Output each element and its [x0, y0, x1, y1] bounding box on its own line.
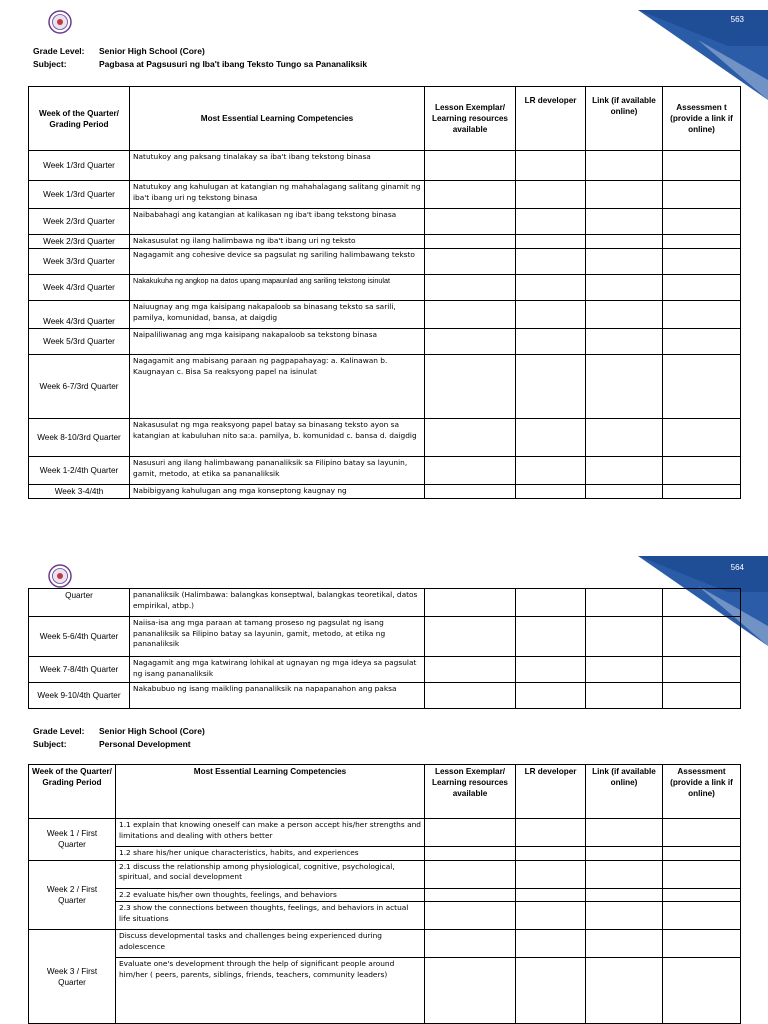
page-number: 564 [730, 563, 744, 572]
competency-table-personal-development [28, 764, 741, 1024]
table-row [29, 181, 741, 209]
week-cell: Week 1 / First Quarter [29, 819, 116, 861]
competency-cell: 1.2 share his/her unique characteristics, habits, and experiences [116, 847, 425, 861]
competency-cell: Nakabubuo ng isang maikling pananaliksik na napapanahon ang paksa [130, 683, 425, 709]
table-row [29, 485, 741, 499]
competency-cell: Natutukoy ang paksang tinalakay sa iba't ibang tekstong binasa [130, 151, 425, 181]
table-row [29, 888, 741, 902]
week-cell: Week 3-4/4th [29, 485, 130, 499]
table-row [29, 457, 741, 485]
header-lr-developer: LR developer [516, 765, 586, 819]
header-competencies: Most Essential Learning Competencies [130, 87, 425, 151]
table-row [29, 235, 741, 249]
header-lesson-exemplar: Lesson Exemplar/ Learning resources available [425, 87, 516, 151]
competency-cell: Natutukoy ang kahulugan at katangian ng mahahalagang salitang ginamit ng iba't ibang uri ng tekstong binasa [130, 181, 425, 209]
table-row [29, 860, 741, 888]
header-assessment: Assessment (provide a link if online) [663, 765, 741, 819]
week-cell: Week 7-8/4th Quarter [29, 657, 130, 683]
deped-seal-icon [48, 564, 72, 588]
week-cell: Week 2/3rd Quarter [29, 235, 130, 249]
week-cell: Week 1/3rd Quarter [29, 181, 130, 209]
header-lesson-exemplar: Lesson Exemplar/ Learning resources available [425, 765, 516, 819]
week-cell: Week 4/3rd Quarter [29, 275, 130, 301]
table-header-row [29, 765, 741, 819]
table-row [29, 958, 741, 1024]
table-row [29, 249, 741, 275]
header-assessment: Assessmen t (provide a link if online) [663, 87, 741, 151]
header-link: Link (if available online) [586, 765, 663, 819]
table-row [29, 683, 741, 709]
week-cell: Week 5/3rd Quarter [29, 329, 130, 355]
week-cell: Week 8-10/3rd Quarter [29, 419, 130, 457]
competency-cell: Naibabahagi ang katangian at kalikasan ng iba't ibang tekstong binasa [130, 209, 425, 235]
subject-line: Subject: Personal Development [33, 739, 191, 749]
competency-cell: 1.1 explain that knowing oneself can make a person accept his/her strengths and limitations and dealing with others better [116, 819, 425, 847]
competency-cell: Discuss developmental tasks and challenges being experienced during adolescence [116, 930, 425, 958]
grade-level-line: Grade Level: Senior High School (Core) [33, 46, 205, 56]
competency-cell: Nakasusulat ng mga reaksyong papel batay sa binasang teksto ayon sa katangian at kabuluhan nito sa:a. pamilya, b. komunidad c. bansa d. daigdig [130, 419, 425, 457]
table-row [29, 301, 741, 329]
table-row [29, 617, 741, 657]
week-cell: Week 5-6/4th Quarter [29, 617, 130, 657]
competency-cell: 2.1 discuss the relationship among physiological, cognitive, psychological, spiritual, and social development [116, 860, 425, 888]
page-separator [0, 512, 768, 554]
table-header-row [29, 87, 741, 151]
competency-cell: Nakakukuha ng angkop na datos upang mapaunlad ang sariling tekstong isinulat [130, 275, 425, 301]
table-row [29, 902, 741, 930]
header-week: Week of the Quarter/ Grading Period [29, 87, 130, 151]
competency-cell: Nabibigyang kahulugan ang mga konseptong kaugnay ng [130, 485, 425, 499]
week-cell: Week 3 / First Quarter [29, 930, 116, 1024]
document-page-564 [0, 554, 768, 1024]
table-row [29, 847, 741, 861]
table-row [29, 819, 741, 847]
week-cell: Quarter [29, 589, 130, 617]
table-row [29, 657, 741, 683]
page-number: 563 [730, 15, 744, 24]
week-cell: Week 4/3rd Quarter [29, 301, 130, 329]
competency-cell: Naipaliliwanag ang mga kaisipang nakapaloob sa tekstong binasa [130, 329, 425, 355]
table-row [29, 419, 741, 457]
header-week: Week of the Quarter/ Grading Period [29, 765, 116, 819]
subject-line: Subject: Pagbasa at Pagsusuri ng Iba't ibang Teksto Tungo sa Pananaliksik [33, 59, 368, 69]
week-cell: Week 6-7/3rd Quarter [29, 355, 130, 419]
header-competencies: Most Essential Learning Competencies [116, 765, 425, 819]
competency-cell: Nagagamit ang cohesive device sa pagsulat ng sariling halimbawang teksto [130, 249, 425, 275]
competency-cell: Naiuugnay ang mga kaisipang nakapaloob sa binasang teksto sa sarili, pamilya, komunidad, bansa, at daigdig [130, 301, 425, 329]
week-cell: Week 1-2/4th Quarter [29, 457, 130, 485]
competency-table-filipino-continued [28, 588, 741, 709]
week-cell: Week 2 / First Quarter [29, 860, 116, 930]
table-row [29, 151, 741, 181]
competency-cell: Naiisa-isa ang mga paraan at tamang proseso ng pagsulat ng isang pananaliksik sa Filipino batay sa layunin, gamit, metodo, at etika ng pananaliksik [130, 617, 425, 657]
table-row [29, 329, 741, 355]
week-cell: Week 9-10/4th Quarter [29, 683, 130, 709]
competency-cell: Evaluate one's development through the help of significant people around him/her ( peers, parents, siblings, friends, teachers, community leaders) [116, 958, 425, 1024]
table-row [29, 930, 741, 958]
table-row [29, 355, 741, 419]
header-lr-developer: LR developer [516, 87, 586, 151]
competency-cell: Nakasusulat ng ilang halimbawa ng iba't ibang uri ng teksto [130, 235, 425, 249]
week-cell: Week 3/3rd Quarter [29, 249, 130, 275]
table-row [29, 275, 741, 301]
competency-table-filipino [28, 86, 741, 499]
table-row [29, 589, 741, 617]
competency-cell: 2.3 show the connections between thoughts, feelings, and behaviors in actual life situations [116, 902, 425, 930]
competency-cell: Nagagamit ang mga katwirang lohikal at ugnayan ng mga ideya sa pagsulat ng isang pananaliksik [130, 657, 425, 683]
table-row [29, 209, 741, 235]
competency-cell: 2.2 evaluate his/her own thoughts, feelings, and behaviors [116, 888, 425, 902]
competency-cell: pananaliksik (Halimbawa: balangkas konseptwal, balangkas teoretikal, datos empirikal, atbp.) [130, 589, 425, 617]
week-cell: Week 2/3rd Quarter [29, 209, 130, 235]
competency-cell: Nagagamit ang mabisang paraan ng pagpapahayag: a. Kalinawan b. Kaugnayan c. Bisa Sa reaksyong papel na isinulat [130, 355, 425, 419]
grade-level-line: Grade Level: Senior High School (Core) [33, 726, 205, 736]
header-link: Link (if available online) [586, 87, 663, 151]
deped-seal-icon [48, 10, 72, 34]
competency-cell: Nasusuri ang ilang halimbawang pananaliksik sa Filipino batay sa layunin, gamit, metodo, at etika sa pananaliksik [130, 457, 425, 485]
week-cell: Week 1/3rd Quarter [29, 151, 130, 181]
